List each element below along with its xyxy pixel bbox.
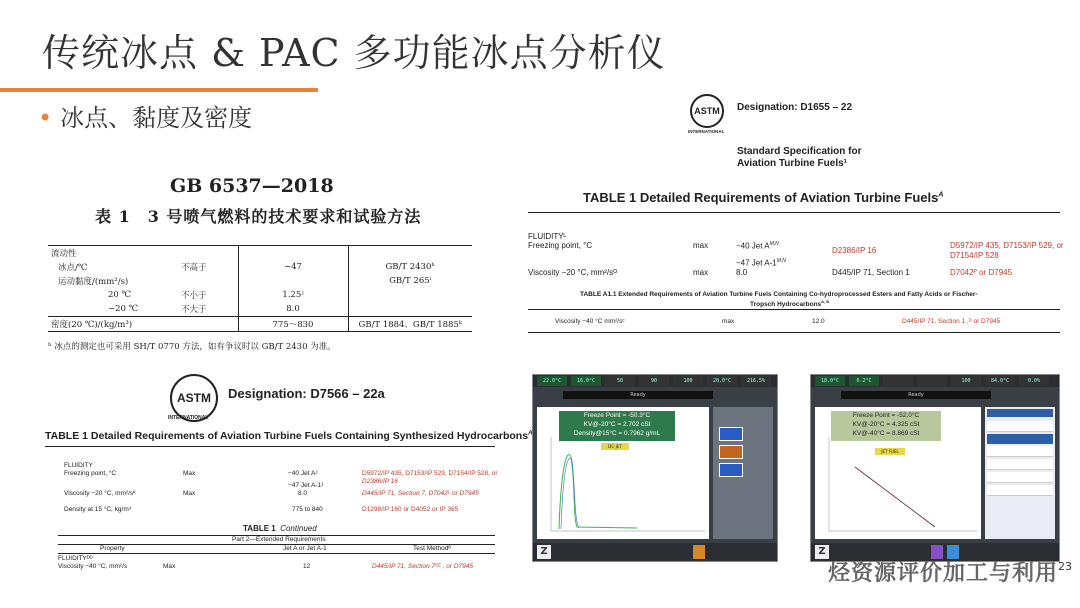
list-header bbox=[987, 409, 1053, 417]
row-limit bbox=[178, 274, 238, 288]
d1655-fp-label: Freezing point, °C bbox=[528, 241, 593, 250]
gb-footnote: ʰ 冰点的测定也可采用 SH/T 0770 方法，如有争议时以 GB/T 2430 为准。 bbox=[48, 342, 336, 352]
page-number: 23 bbox=[1058, 560, 1072, 573]
table-title-text: TABLE 1 Detailed Requirements of Aviation Turbine Fuels Containing Synthesized Hydrocarbons bbox=[45, 430, 529, 442]
result-line: Freeze Point = -50.3°C bbox=[583, 412, 651, 419]
table-title-sup: A bbox=[528, 430, 533, 437]
indicator-bar bbox=[533, 375, 777, 387]
row-method bbox=[348, 302, 472, 317]
d7566-part2: Part 2—Extended Requirements bbox=[232, 536, 326, 543]
indicator: 20.0°C bbox=[707, 376, 737, 386]
d1655-designation: Designation: D1655 – 22 bbox=[737, 102, 853, 113]
divider bbox=[58, 553, 495, 554]
result-line: KV@-20°C = 4.325 cSt bbox=[852, 421, 920, 428]
d1655-visc-label: Viscosity −20 °C, mm²/sᴼ bbox=[528, 268, 618, 277]
home-icon[interactable]: Z bbox=[537, 545, 551, 559]
row-limit bbox=[178, 317, 238, 332]
indicator: 90 bbox=[639, 376, 669, 386]
fp-value1-text: −40 Jet A bbox=[736, 241, 770, 251]
logo-subtext: INTERNATIONAL bbox=[168, 415, 209, 421]
list-item[interactable] bbox=[987, 472, 1053, 483]
fp-value1-sup: M,N bbox=[769, 241, 779, 247]
row-method: GB/T 1884、GB/T 1885ᵏ bbox=[348, 317, 472, 332]
d7566-visc40-max: Max bbox=[163, 563, 176, 570]
logo-text: ASTM bbox=[694, 106, 720, 116]
fp-value2-sup: M,N bbox=[776, 258, 786, 264]
row-value bbox=[238, 274, 348, 288]
results-list-panel bbox=[985, 407, 1055, 539]
d1655-a11-value: 12.0 bbox=[812, 318, 825, 325]
bullet-text: 冰点、黏度及密度 bbox=[60, 104, 253, 132]
table-row bbox=[48, 274, 472, 288]
d7566-visc-value: 8.0 bbox=[298, 490, 308, 497]
row-value bbox=[238, 246, 348, 261]
d7566-visc40-label: Viscosity −40 °C, mm²/s bbox=[58, 563, 128, 570]
side-button[interactable] bbox=[719, 445, 743, 459]
d7566-table-title bbox=[45, 430, 532, 442]
continued-word: Continued bbox=[280, 524, 317, 533]
row-method: GB/T 2430ʰ bbox=[348, 260, 472, 274]
a11-title2-sup: A, B bbox=[821, 299, 830, 304]
home-icon[interactable]: Z bbox=[815, 545, 829, 559]
d7566-fp-value1: −40 Jet Aᴶ bbox=[288, 470, 318, 477]
table-row bbox=[48, 288, 472, 302]
indicator: 84.0°C bbox=[985, 376, 1015, 386]
d7566-col-jet: Jet A or Jet A-1 bbox=[283, 545, 327, 552]
row-limit: 不小于 bbox=[181, 291, 207, 301]
row-limit: 不大于 bbox=[181, 305, 207, 315]
indicator: 100 bbox=[673, 376, 703, 386]
d1655-visc-value: 8.0 bbox=[736, 268, 748, 277]
d7566-fp-value2: −47 Jet A-1ᴶ bbox=[288, 482, 324, 489]
table-row bbox=[48, 246, 472, 261]
watermark: 烃资源评价加工与利用 bbox=[827, 561, 1058, 586]
d7566-fp-ref1[interactable]: D5972/IP 435, D7153/IP 529, D7154/IP 528, or bbox=[362, 470, 498, 477]
table-row bbox=[48, 260, 472, 274]
indicator: 100 bbox=[951, 376, 981, 386]
d1655-fp-ref1[interactable]: D5972/IP 435, D7153/IP 529, or bbox=[950, 241, 1064, 250]
indicator: 18.0°C bbox=[815, 376, 845, 386]
d1655-fluidity: FLUIDITYᴸ bbox=[528, 232, 567, 241]
bottom-toolbar bbox=[533, 543, 777, 561]
row-method bbox=[348, 246, 472, 261]
gb-requirements-table bbox=[48, 245, 472, 332]
a11-title2-text: Tropsch Hydrocarbons bbox=[750, 301, 822, 309]
d7566-fp-label: Freezing point, °C bbox=[64, 470, 117, 477]
row-name: 密度(20 ℃)/(kg/m³) bbox=[48, 317, 178, 332]
indicator bbox=[883, 376, 913, 386]
result-line: KV@-40°C = 8.869 cSt bbox=[852, 430, 920, 437]
list-item[interactable] bbox=[987, 446, 1053, 457]
row-name: 流动性 bbox=[48, 246, 178, 261]
divider bbox=[45, 446, 495, 447]
list-item[interactable] bbox=[987, 459, 1053, 470]
d7566-visc40-value: 12 bbox=[303, 563, 311, 570]
list-item[interactable] bbox=[987, 434, 1053, 444]
instrument-screen-2 bbox=[810, 374, 1060, 562]
indicator: 50 bbox=[605, 376, 635, 386]
row-value: 8.0 bbox=[238, 302, 348, 317]
result-line: KV@-20°C = 2.702 cSt bbox=[583, 421, 651, 428]
d7566-col-property: Property bbox=[100, 545, 125, 552]
indicator: 216.5% bbox=[741, 376, 771, 386]
table-row bbox=[48, 317, 472, 332]
d1655-fp-method[interactable]: D2386/IP 16 bbox=[832, 246, 877, 255]
d1655-fp-value1 bbox=[736, 241, 779, 251]
row-limit: 不高于 bbox=[181, 263, 207, 273]
row-name: 冰点/℃ bbox=[58, 263, 88, 273]
list-item[interactable] bbox=[987, 485, 1053, 496]
gb-table-title: 表 1 3 号喷气燃料的技术要求和试验方法 bbox=[95, 207, 422, 226]
row-value: 775～830 bbox=[238, 317, 348, 332]
d1655-fp-value2 bbox=[736, 258, 786, 268]
status-readout: Ready bbox=[841, 391, 991, 399]
d1655-spec-line1: Standard Specification for bbox=[737, 146, 862, 157]
instrument-screen-1 bbox=[532, 374, 778, 562]
toolbar-icon[interactable] bbox=[693, 545, 705, 559]
indicator: 16.0°C bbox=[571, 376, 601, 386]
d7566-visc-ref[interactable]: D445/IP 71, Section 7, D7042ᴸ or D7945 bbox=[362, 490, 479, 497]
d7566-fluidity: FLUIDITY bbox=[64, 462, 93, 469]
row-limit bbox=[178, 246, 238, 261]
bullet-dot-icon: • bbox=[38, 104, 53, 132]
d7566-col-method: Test Methodᴮ bbox=[413, 545, 452, 552]
bullet-item bbox=[38, 98, 252, 133]
d7566-visc40-ref[interactable]: D445/IP 71, Section 7ᴱᴱ , or D7945 bbox=[372, 563, 474, 570]
logo-text: ASTM bbox=[177, 391, 211, 405]
d7566-dens-ref[interactable]: D1298/IP 160 or D4052 or IP 365 bbox=[362, 506, 459, 513]
result-box bbox=[831, 411, 941, 441]
d7566-dens-value: 775 to 840 bbox=[292, 506, 323, 513]
row-name: 20 ℃ bbox=[108, 290, 132, 300]
d7566-fluidity2: FLUIDITYᴰᴰ bbox=[58, 555, 93, 562]
astm-logo-icon bbox=[690, 94, 724, 128]
d1655-fp-ref2[interactable]: D7154/IP 528 bbox=[950, 251, 999, 260]
d1655-a11-ref[interactable]: D445/IP 71, Section 1 ,ᴰ or D7945 bbox=[902, 318, 1001, 325]
row-method: GB/T 265ⁱ bbox=[348, 274, 472, 288]
d1655-a11-title2 bbox=[750, 299, 829, 308]
slide-title: 传统冰点 & PAC 多功能冰点分析仪 bbox=[42, 31, 666, 75]
row-value: 1.25ʲ bbox=[238, 288, 348, 302]
d1655-visc-max: max bbox=[693, 268, 709, 277]
continued-label: TABLE 1 bbox=[243, 524, 276, 533]
table-title-text: TABLE 1 Detailed Requirements of Aviation Turbine Fuels bbox=[583, 190, 939, 205]
d1655-a11-label: Viscosity −40 °C mm²/sᶜ bbox=[555, 318, 625, 325]
indicator: 6.2°C bbox=[849, 376, 879, 386]
d1655-a11-max: max bbox=[722, 318, 735, 325]
d1655-visc-ref[interactable]: D7042ᴾ or D7945 bbox=[950, 268, 1013, 277]
table-title-sup: A bbox=[938, 191, 944, 199]
indicator: 0.0% bbox=[1019, 376, 1049, 386]
plot-tag: DC-JET bbox=[601, 443, 629, 450]
d1655-table-title bbox=[583, 190, 943, 205]
result-line: Freeze Point = -52.0°C bbox=[852, 412, 920, 419]
plot-tag: JET FUEL bbox=[875, 448, 905, 455]
d1655-visc-method[interactable]: D445/IP 71, Section 1 bbox=[832, 268, 910, 277]
side-button[interactable] bbox=[719, 427, 743, 441]
d7566-visc-label: Viscosity −20 °C, mm²/sᴷ bbox=[64, 490, 136, 497]
divider bbox=[528, 212, 1060, 213]
row-method bbox=[348, 288, 472, 302]
side-button[interactable] bbox=[719, 463, 743, 477]
d7566-visc-max: Max bbox=[183, 490, 196, 497]
d7566-continued bbox=[243, 524, 317, 533]
status-readout: Ready bbox=[563, 391, 713, 399]
d1655-fp-max: max bbox=[693, 241, 709, 250]
d1655-spec-line2: Aviation Turbine Fuels¹ bbox=[737, 158, 848, 169]
d7566-dens-label: Density at 15 °C, kg/m³ bbox=[64, 506, 131, 513]
d1655-a11-title1: TABLE A1.1 Extended Requirements of Aviation Turbine Fuels Containing Co-hydroprocessed Esters and Fatty Acids or Fischer- bbox=[580, 291, 978, 298]
divider bbox=[528, 309, 1060, 310]
d7566-designation: Designation: D7566 – 22a bbox=[228, 386, 385, 401]
indicator: 22.0°C bbox=[537, 376, 567, 386]
row-name: 运动黏度/(mm²/s) bbox=[58, 277, 129, 287]
title-underline bbox=[0, 88, 318, 92]
row-name: −20 ℃ bbox=[108, 304, 139, 314]
result-box bbox=[559, 411, 675, 441]
fp-value2-text: −47 Jet A-1 bbox=[736, 258, 777, 268]
table-row bbox=[48, 302, 472, 317]
indicator bbox=[917, 376, 947, 386]
divider bbox=[528, 332, 1060, 333]
list-item[interactable] bbox=[987, 421, 1053, 432]
indicator-bar bbox=[811, 375, 1059, 387]
d7566-fp-max: Max bbox=[183, 470, 196, 477]
gb-standard-title: GB 6537—2018 bbox=[170, 175, 334, 197]
logo-subtext: INTERNATIONAL bbox=[688, 129, 725, 134]
row-value: −47 bbox=[238, 260, 348, 274]
result-line: Density@15°C = 0.7962 g/mL bbox=[573, 430, 661, 437]
d7566-fp-ref2[interactable]: D2386/IP 16 bbox=[362, 478, 398, 485]
